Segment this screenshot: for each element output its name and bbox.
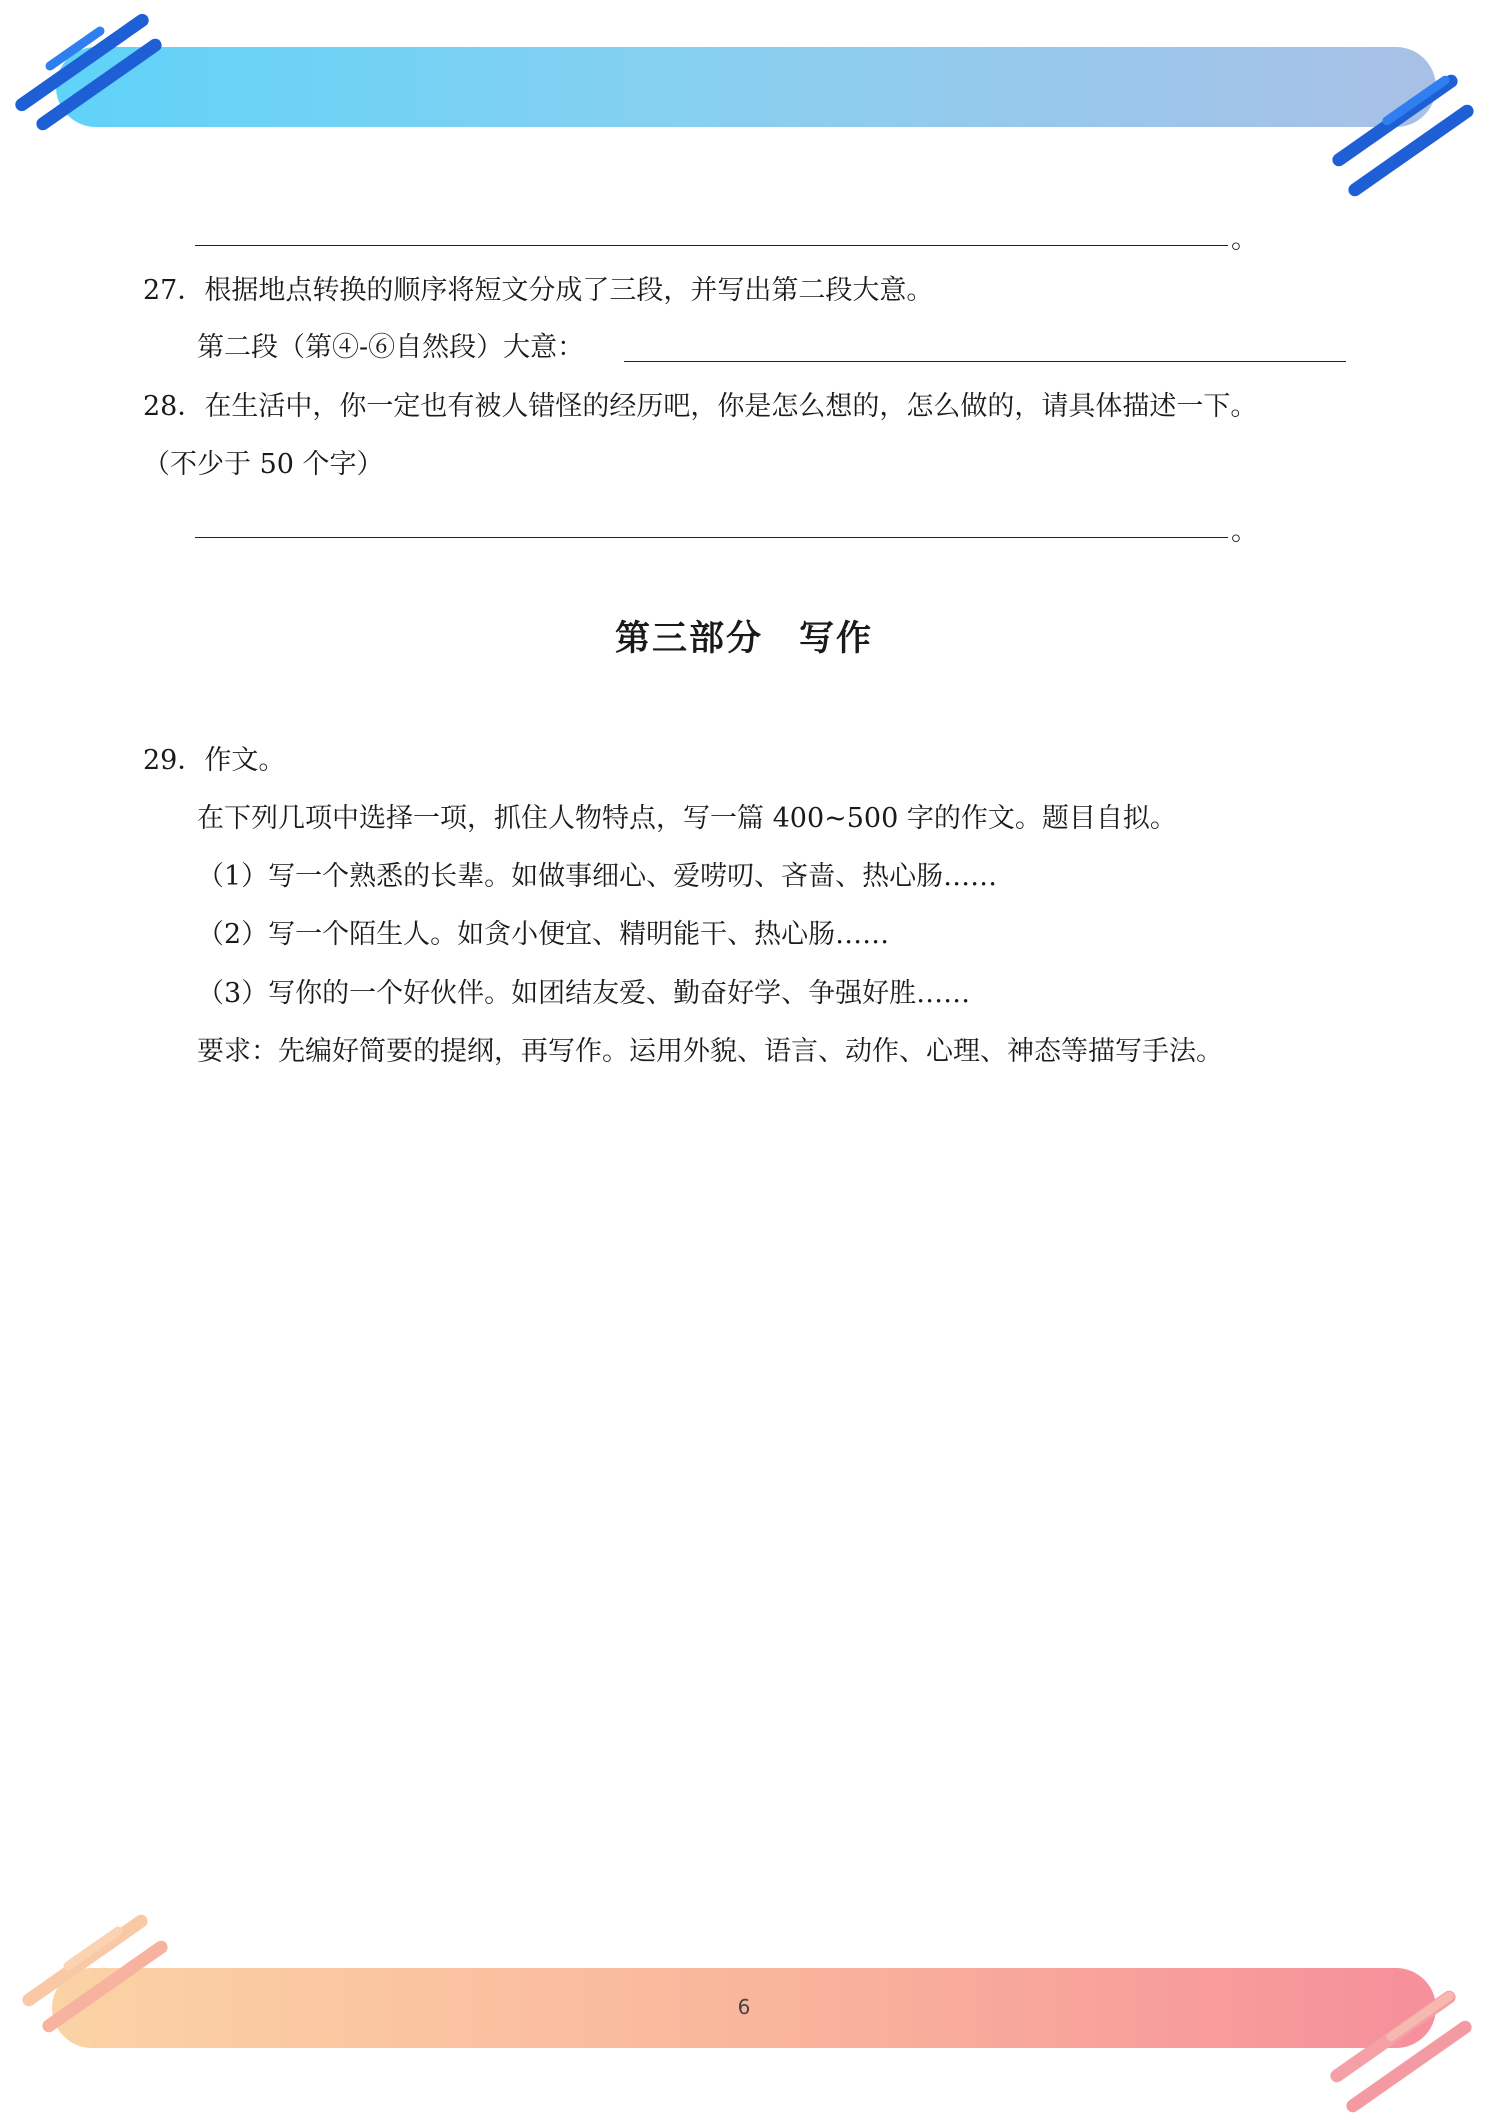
q28-text: 在生活中，你一定也有被人错怪的经历吧，你是怎么想的，怎么做的，请具体描述一下。 [204,391,1258,422]
q27-text: 根据地点转换的顺序将短文分成了三段，并写出第二段大意。 [204,275,934,306]
q27-number: 27． [143,275,205,306]
q29-requirement: 要求：先编好简要的提纲，再写作。运用外貌、语言、动作、心理、神态等描写手法。 [197,1036,1223,1067]
q28-note: （不少于 50 个字） [143,449,384,480]
part3-title-a: 第三部分 [614,619,763,659]
q29-number: 29． [143,745,205,776]
q29-option-2: （2）写一个陌生人。如贪小便宜、精明能干、热心肠…… [197,919,890,950]
part3-title-b: 写作 [799,619,874,659]
q29-option-1: （1）写一个熟悉的长辈。如做事细心、爱唠叨、吝啬、热心肠…… [197,861,998,892]
q27-prompt: 第二段（第④-⑥自然段）大意： [197,332,585,363]
q28-number: 28． [143,391,205,422]
q28-end-mark: 。 [1231,516,1258,547]
q29-option-3: （3）写你的一个好伙伴。如团结友爱、勤奋好学、争强好胜…… [197,978,971,1009]
q29-label: 作文。 [204,745,286,776]
q29-instruction: 在下列几项中选择一项，抓住人物特点，写一篇 400~500 字的作文。题目自拟。 [197,803,1177,834]
q27-answer-line[interactable] [624,361,1346,362]
q29-heading [143,743,285,779]
q28-question [143,389,1257,425]
q28-answer-line[interactable] [195,537,1228,538]
q27-question [143,273,933,309]
part3-title [0,617,1488,661]
q26-end-mark: 。 [1231,224,1258,255]
q26-answer-line[interactable] [195,245,1228,246]
page-number: 6 [737,1995,751,2019]
